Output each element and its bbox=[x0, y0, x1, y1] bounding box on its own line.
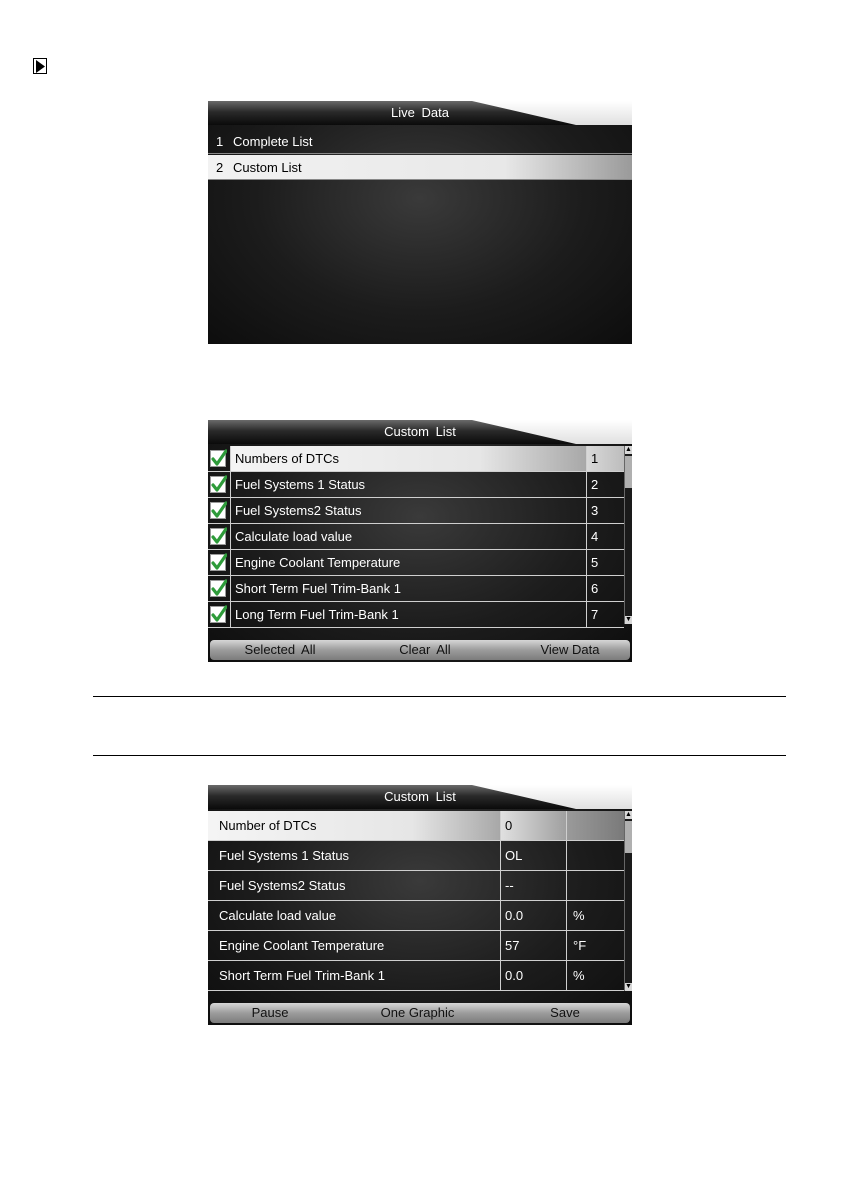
table-row[interactable] bbox=[208, 871, 624, 901]
parameter-unit bbox=[566, 811, 624, 840]
table-row[interactable] bbox=[208, 841, 624, 871]
list-item-index: 3 bbox=[586, 498, 624, 523]
scrollbar[interactable] bbox=[624, 811, 632, 991]
button-bar bbox=[210, 1003, 630, 1023]
table-row[interactable] bbox=[208, 931, 624, 961]
parameter-value: -- bbox=[500, 871, 566, 900]
arrow-down-icon[interactable]: ▼ bbox=[625, 616, 632, 623]
one-graphic-button[interactable]: One Graphic bbox=[380, 1005, 455, 1020]
arrow-down-icon[interactable]: ▼ bbox=[625, 983, 632, 990]
list-item-label: Short Term Fuel Trim-Bank 1 bbox=[230, 576, 586, 601]
screen-title: Custom List bbox=[384, 789, 456, 804]
list-item[interactable] bbox=[208, 524, 624, 550]
scrollbar-thumb[interactable] bbox=[625, 821, 632, 853]
list-item-label: Fuel Systems2 Status bbox=[230, 498, 586, 523]
parameter-unit: % bbox=[566, 901, 624, 930]
list-item[interactable] bbox=[208, 446, 624, 472]
list-item-label: Numbers of DTCs bbox=[230, 446, 586, 471]
checkbox-checked-icon[interactable] bbox=[210, 606, 226, 623]
scrollbar[interactable] bbox=[624, 446, 632, 624]
clear-all-button[interactable]: Clear All bbox=[399, 642, 451, 657]
list-item-label: Calculate load value bbox=[230, 524, 586, 549]
list-item-label: Engine Coolant Temperature bbox=[230, 550, 586, 575]
menu-item-label: Custom List bbox=[233, 160, 302, 175]
checkbox-checked-icon[interactable] bbox=[210, 580, 226, 597]
parameter-value: 57 bbox=[500, 931, 566, 960]
screen-title-bar bbox=[208, 101, 632, 125]
select-all-button[interactable]: Selected All bbox=[244, 642, 316, 657]
arrow-up-icon[interactable]: ▲ bbox=[625, 446, 632, 453]
list-item-index: 1 bbox=[586, 446, 624, 471]
view-data-button[interactable]: View Data bbox=[540, 642, 600, 657]
arrow-up-icon[interactable]: ▲ bbox=[625, 811, 632, 818]
parameter-unit bbox=[566, 841, 624, 870]
note-bottom-rule bbox=[93, 755, 786, 756]
menu-item-number: 2 bbox=[216, 160, 224, 175]
table-row[interactable] bbox=[208, 811, 624, 841]
parameter-value: OL bbox=[500, 841, 566, 870]
note-top-rule bbox=[93, 696, 786, 697]
checkbox-checked-icon[interactable] bbox=[210, 528, 226, 545]
screen-title-bar bbox=[208, 785, 632, 809]
parameter-name: Fuel Systems2 Status bbox=[219, 878, 346, 893]
list-item-index: 4 bbox=[586, 524, 624, 549]
checkbox-checked-icon[interactable] bbox=[210, 502, 226, 519]
parameter-unit: °F bbox=[566, 931, 624, 960]
list-item[interactable] bbox=[208, 602, 624, 628]
screen-title-bar bbox=[208, 420, 632, 444]
parameter-name: Number of DTCs bbox=[208, 811, 500, 840]
menu-item-number: 1 bbox=[216, 134, 224, 149]
screen-title: Live Data bbox=[391, 105, 449, 120]
checkbox-checked-icon[interactable] bbox=[210, 554, 226, 571]
list-item-label: Fuel Systems 1 Status bbox=[230, 472, 586, 497]
list-item[interactable] bbox=[208, 498, 624, 524]
list-item[interactable] bbox=[208, 472, 624, 498]
custom-list-select-screen bbox=[208, 420, 632, 662]
screen-title: Custom List bbox=[384, 424, 456, 439]
parameter-value: 0.0 bbox=[500, 901, 566, 930]
scrollbar-thumb[interactable] bbox=[625, 456, 632, 488]
table-row[interactable] bbox=[208, 961, 624, 991]
list-item-index: 6 bbox=[586, 576, 624, 601]
pause-button[interactable]: Pause bbox=[251, 1005, 289, 1020]
menu-item-custom-list[interactable] bbox=[208, 155, 632, 180]
custom-list-data-screen bbox=[208, 785, 632, 1025]
checkbox-checked-icon[interactable] bbox=[210, 450, 226, 467]
menu-item-complete-list[interactable] bbox=[208, 129, 632, 154]
list-item-index: 5 bbox=[586, 550, 624, 575]
list-item-label: Long Term Fuel Trim-Bank 1 bbox=[230, 602, 586, 627]
list-item-index: 2 bbox=[586, 472, 624, 497]
checkbox-checked-icon[interactable] bbox=[210, 476, 226, 493]
parameter-unit: % bbox=[566, 961, 624, 990]
list-item[interactable] bbox=[208, 550, 624, 576]
parameter-name: Engine Coolant Temperature bbox=[219, 938, 385, 953]
parameter-unit bbox=[566, 871, 624, 900]
list-item[interactable] bbox=[208, 576, 624, 602]
save-button[interactable]: Save bbox=[550, 1005, 580, 1020]
parameter-name: Fuel Systems 1 Status bbox=[219, 848, 350, 863]
parameter-value: 0.0 bbox=[500, 961, 566, 990]
parameter-name: Calculate load value bbox=[219, 908, 337, 923]
parameter-value: 0 bbox=[500, 811, 566, 840]
parameter-name: Short Term Fuel Trim-Bank 1 bbox=[219, 968, 385, 983]
play-triangle-icon bbox=[33, 58, 47, 74]
menu-item-label: Complete List bbox=[233, 134, 313, 149]
table-row[interactable] bbox=[208, 901, 624, 931]
button-bar bbox=[210, 640, 630, 660]
live-data-screen bbox=[208, 101, 632, 344]
list-item-index: 7 bbox=[586, 602, 624, 627]
